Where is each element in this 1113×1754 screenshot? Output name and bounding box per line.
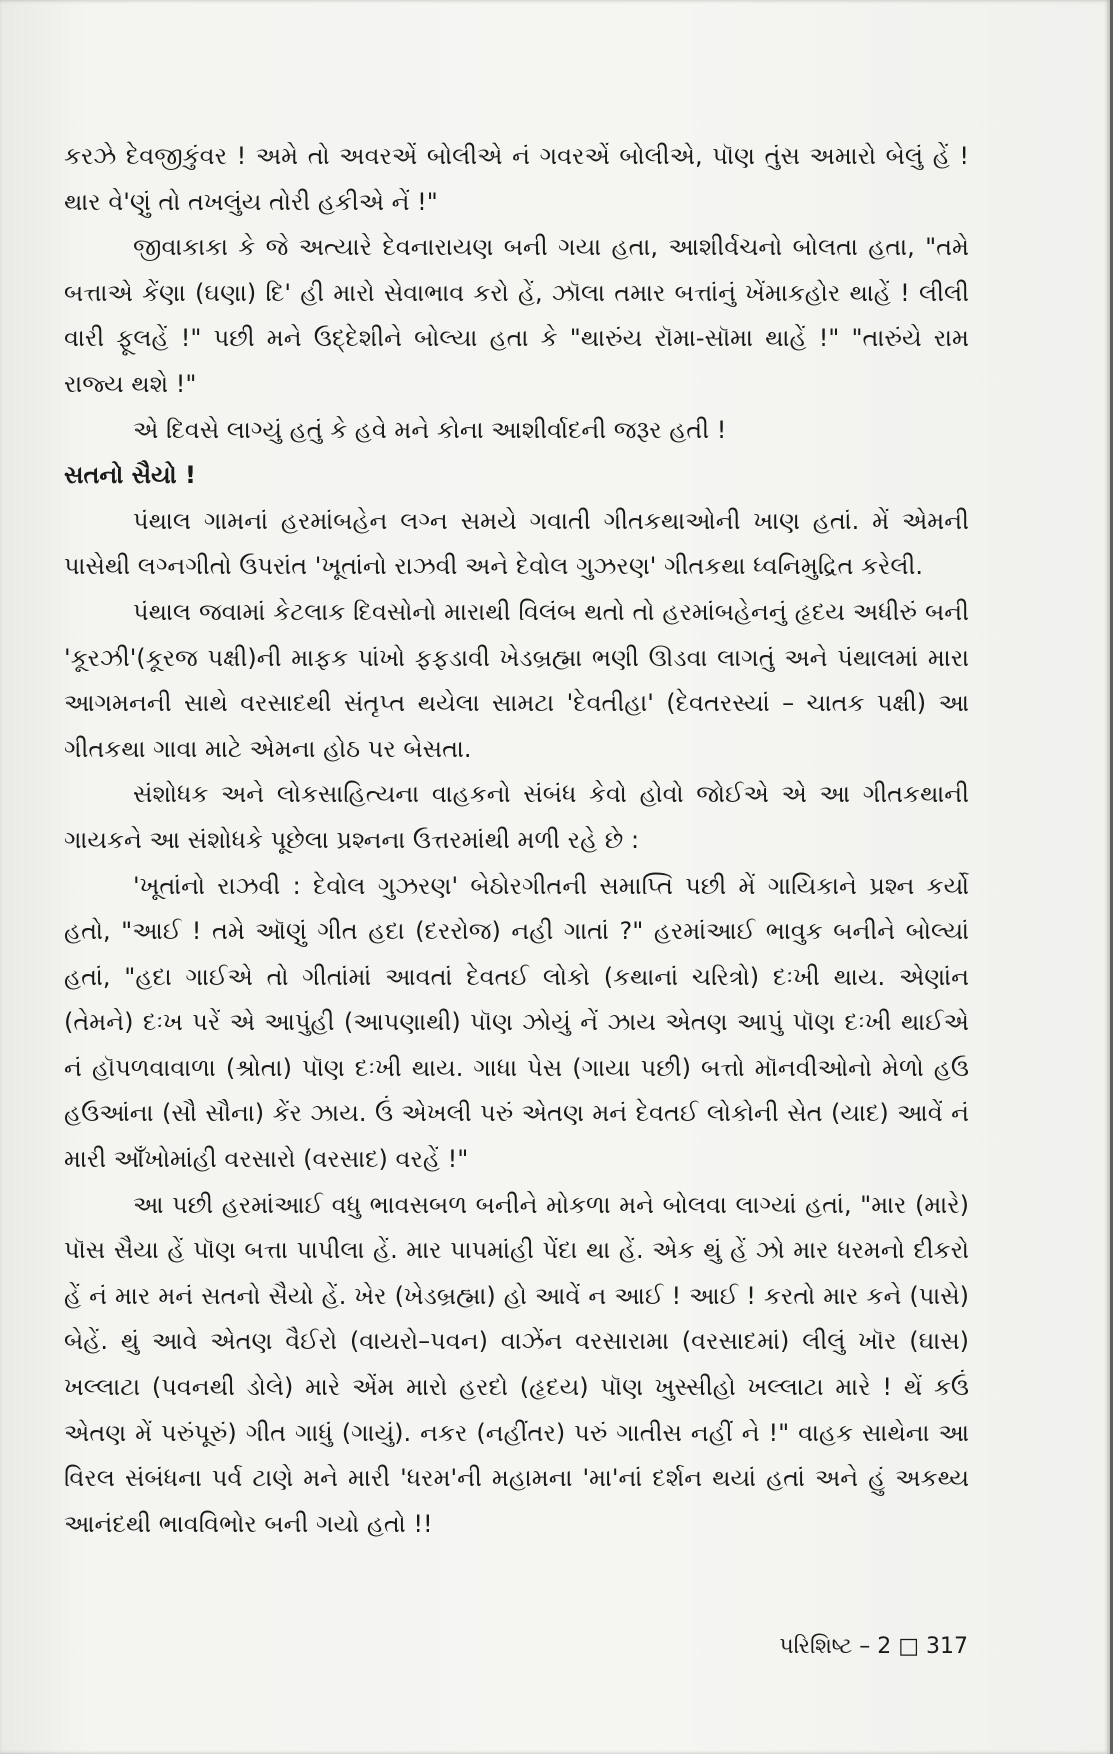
paragraph-delay: પંથાલ જવામાં કેટલાક દિવસોનો મારાથી વિલંબ થતો તો હરમાંબહેનનું હૃદય અધીરું બની 'કૂરઝી'(કૂરજ પક્ષી)ની માફક પાંખો ફફડાવી ખેડબ્રહ્મા ભણી ઊડવા લાગતું અને પંથાલમાં મારા આગમનની સાથે વરસાદથી સંતૃપ્ત થયેલા સામટા 'દેવતીહા' (દેવતરસ્યાં – ચાતક પક્ષી) આ ગીતકથા ગાવા માટે એમના હોઠ પર બેસતા. (64, 597, 969, 763)
page-footer (760, 1632, 968, 1662)
body-text (64, 134, 969, 1547)
paragraph-that-day: એ દિવસે લાગ્યું હતું કે હવે મને કોના આશીર્વાદની જરૂર હતી ! (133, 415, 727, 444)
paragraph-blessing: જીવાકાકા કે જે અત્યારે દેવનારાયણ બની ગયા હતા, આશીર્વચનો બોલતા હતા, "તમે બત્તાએ કેંણા (ઘણા) દિ' હી મારો સેવાભાવ કરો હેં, ઝૉલા તમાર બત્તાંનું ખેંમાકહોર થાહેં ! લીલી વારી ફૂલહેં !" પછી મને ઉદ્દેશીને બોલ્યા હતા કે "થારુંય રૉમા-સૉમા થાહેં !" "તારુંયે રામ રાજ્ય થશે !" (64, 233, 969, 398)
paragraph-continuation: કરઝે દેવજીકુંવર ! અમે તો અવરએં બોલીએ નં ગવરએં બોલીએ, પૉણ તુંસ અમારો બેલું હેં ! થાર વે'ણું તો તખલુંય તોરી હકીએ નેં !" (64, 142, 969, 216)
paragraph-question: 'ખૂતાંનો રાઝવી : દેવોલ ગુઝરણ' બેઠોરગીતની સમાપ્તિ પછી મેં ગાયિકાને પ્રશ્ન કર્યો હતો, "આઈ ! તમે ઑણું ગીત હદા (દરરોજ) નહી ગાતાં ?" હરમાંઆઈ ભાવુક બનીને બોલ્યાં હતાં, "હદા ગાઈએ તો ગીતાંમાં આવતાં દેવતઈ લોકો (કથાનાં ચરિત્રો) દઃખી થાય. એણાંન (તેમને) દઃખ પરેં એ આપુંહી (આપણાથી) પૉણ ઝોયું નેં ઝાય એતણ આપું પૉણ દઃખી થાઈએ નં હૉપળવાવાળા (શ્રોતા) પૉણ દઃખી થાય. ગાધા પેસ (ગાયા પછી) બત્તો મૉનવીઓનો મેળો હઉ હઉઆંના (સૌ સૌના) કેંર ઝાય. ઉં એખલી પરું એતણ મનં દેવતઈ લોકોની સેત (યાદ) આવેં નં મારી આઁખોમાંહી વરસારો (વરસાદ) વરહેં !" (64, 871, 969, 1174)
box-separator-icon: □ (898, 1634, 919, 1659)
paragraph-harmabahen: પંથાલ ગામનાં હરમાંબહેન લગ્ન સમયે ગવાતી ગીતકથાઓની ખાણ હતાં. મેં એમની પાસેથી લગ્નગીતો ઉપરાંત 'ખૂતાંનો રાઝવી અને દેવોલ ગુઝરણ' ગીતકથા ધ્વનિમુદ્રિત કરેલી. (64, 506, 969, 581)
paragraph-answer: આ પછી હરમાંઆઈ વધુ ભાવસબળ બનીને મોકળા મને બોલવા લાગ્યાં હતાં, "માર (મારે) પૉસ સૈયા હેં પૉણ બત્તા પાપીલા હેં. માર પાપમાંહી પેંદા થા હેં. એક થું હેં ઝો માર ધરમનો દીકરો હેં નં માર મનં સતનો સૈયો હેં. ખેર (ખેડબ્રહ્મા) હો આવેં ન આઈ ! આઈ ! કરતો માર કને (પાસે) બેહેં. થું આવે એતણ વૈઈરો (વાયરો–પવન) વાઝેંન વરસારામા (વરસાદમાં) લીલું ખૉર (ઘાસ) ખલ્લાટા (પવનથી ડોલે) મારે એંમ મારો હરદો (હૃદય) પૉણ ખુસ્સીહો ખલ્લાટા મારે ! થેં કઉં એતણ મેં પરુંપૂરું) ગીત ગાધું (ગાયું). નકર (નહીંતર) પરું ગાતીસ નહીં ને !" વાહક સાથેના આ વિરલ સંબંધના પર્વ ટાણે મને મારી 'ધરમ'ની મહામના 'મા'નાં દર્શન થયાં હતાં અને હું અકથ્ય આનંદથી ભાવવિભોર બની ગયો હતો !! (64, 1190, 969, 1538)
paragraph-relationship: સંશોધક અને લોકસાહિત્યના વાહકનો સંબંધ કેવો હોવો જોઈએ એ આ ગીતકથાની ગાયકને આ સંશોધકે પૂછેલા પ્રશ્નના ઉત્તરમાંથી મળી રહે છે : (64, 780, 969, 854)
appendix-label: પરિશિષ્ટ – 2 (779, 1634, 892, 1659)
section-heading: સતનો સૈયો ! (64, 461, 196, 490)
page-number: 317 (926, 1634, 968, 1659)
